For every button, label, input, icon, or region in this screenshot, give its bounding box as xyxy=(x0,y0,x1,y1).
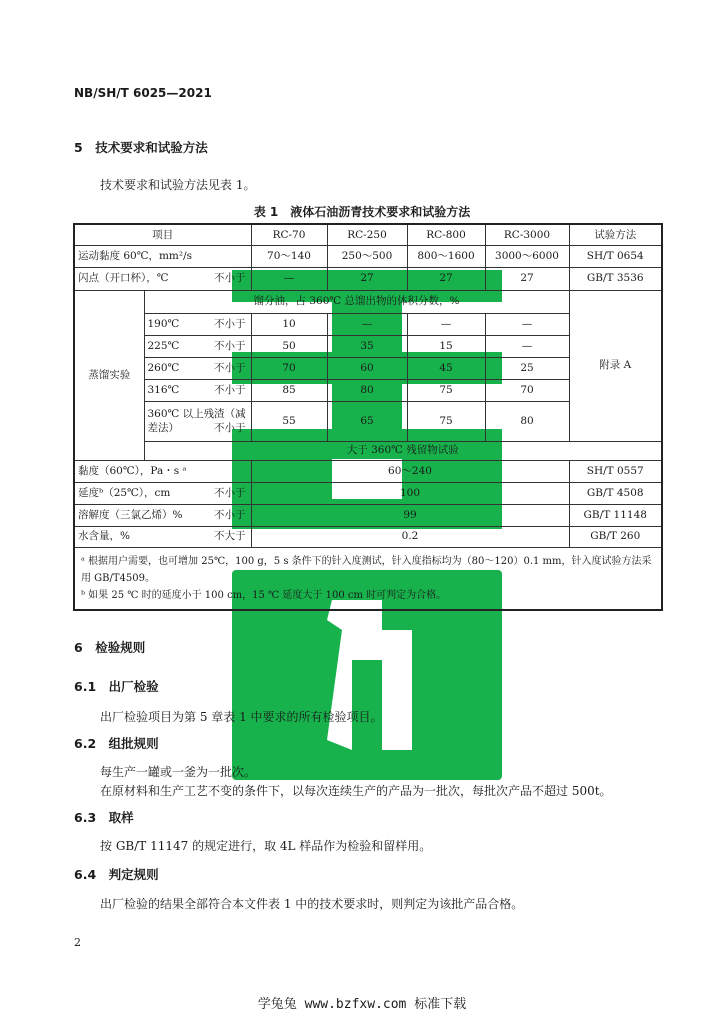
row-label xyxy=(144,313,251,335)
cell-method: SH/T 0654 xyxy=(569,245,662,267)
table-row xyxy=(74,290,662,313)
table-row xyxy=(74,460,662,482)
cell-method: GB/T 260 xyxy=(569,526,662,547)
cell-value: 99 xyxy=(251,504,569,526)
table-note-b: ᵇ 如果 25 ℃ 时的延度小于 100 cm，15 ℃ 延度大于 100 cm 时可判定为合格。 xyxy=(81,589,447,601)
col-header-method: 试验方法 xyxy=(569,224,662,245)
cell-value: 75 xyxy=(407,401,485,441)
section-6-heading: 6 检验规则 xyxy=(74,640,146,655)
col-header-item: 项目 xyxy=(74,224,251,245)
cell-value: 800～1600 xyxy=(407,245,485,267)
cell-value: 0.2 xyxy=(251,526,569,547)
section-6-4-text: 出厂检验的结果全部符合本文件表 1 中的技术要求时，则判定为该批产品合格。 xyxy=(100,897,524,911)
cell-value: 27 xyxy=(327,267,407,290)
table-title: 表 1 液体石油沥青技术要求和试验方法 xyxy=(253,205,471,219)
row-limit: 不小于 xyxy=(214,422,246,434)
cell-value: 45 xyxy=(407,357,485,379)
table-row xyxy=(74,482,662,504)
table-row xyxy=(74,267,662,290)
row-label-text: 190℃ xyxy=(147,317,180,330)
cell-value: 60～240 xyxy=(251,460,569,482)
distillation-method: 附录 A xyxy=(569,290,662,441)
row-label xyxy=(74,482,251,504)
row-limit: 不小于 xyxy=(214,383,246,396)
distillation-subheader: 馏分油，占 360℃ 总馏出物的体积分数，% xyxy=(144,290,569,313)
cell-value: 10 xyxy=(251,313,327,335)
cell-method: GB/T 4508 xyxy=(569,482,662,504)
table-note-a: ᵃ 根据用户需要，也可增加 25℃，100 g，5 s 条件下的针入度测试，针入度指标均为（80～120）0.1 mm，针入度试验方法采用 GB/T4509。 xyxy=(81,555,652,584)
distillation-group-label: 蒸馏实验 xyxy=(74,290,144,460)
cell-value: — xyxy=(251,267,327,290)
row-limit: 不小于 xyxy=(214,361,246,374)
cell-value: 250～500 xyxy=(327,245,407,267)
table-header-row xyxy=(74,224,662,245)
cell-value: 3000～6000 xyxy=(485,245,569,267)
col-header-rc800: RC-800 xyxy=(407,224,485,245)
section-5-text: 技术要求和试验方法见表 1。 xyxy=(100,178,256,192)
cell-value: — xyxy=(327,313,407,335)
col-header-rc70: RC-70 xyxy=(251,224,327,245)
row-label-text: 闪点（开口杯），℃ xyxy=(78,272,169,285)
row-label-text: 溶解度（三氯乙烯）% xyxy=(78,508,183,521)
row-limit: 不小于 xyxy=(214,486,246,499)
row-label xyxy=(74,526,251,547)
cell-value: — xyxy=(485,335,569,357)
cell-value: 85 xyxy=(251,379,327,401)
row-label xyxy=(144,357,251,379)
row-limit: 不大于 xyxy=(214,530,246,543)
cell-value: 25 xyxy=(485,357,569,379)
row-limit: 不小于 xyxy=(214,339,246,352)
cell-value: 27 xyxy=(485,267,569,290)
cell-value: — xyxy=(407,313,485,335)
cell-method: GB/T 3536 xyxy=(569,267,662,290)
table-row xyxy=(74,441,662,460)
cell-value: 100 xyxy=(251,482,569,504)
row-label: 运动黏度 60℃，mm²/s xyxy=(74,245,251,267)
table-row xyxy=(74,245,662,267)
cell-value: 55 xyxy=(251,401,327,441)
cell-value: 27 xyxy=(407,267,485,290)
page-number: 2 xyxy=(74,936,81,949)
section-6-2-text-2: 在原材料和生产工艺不变的条件下，以每次连续生产的产品为一批次，每批次产品不超过 500t。 xyxy=(100,784,612,798)
section-6-3-text: 按 GB/T 11147 的规定进行，取 4L 样品作为检验和留样用。 xyxy=(100,839,432,853)
row-label-text: 260℃ xyxy=(147,361,180,374)
standard-code: NB/SH/T 6025—2021 xyxy=(74,86,212,100)
cell-value: 70 xyxy=(251,357,327,379)
cell-value: 60 xyxy=(327,357,407,379)
table-notes-row xyxy=(74,547,662,610)
col-header-rc250: RC-250 xyxy=(327,224,407,245)
cell-value: 70～140 xyxy=(251,245,327,267)
section-6-1-heading: 6.1 出厂检验 xyxy=(74,679,159,694)
row-label-text: 延度ᵇ（25℃），cm xyxy=(78,486,171,499)
cell-value: 70 xyxy=(485,379,569,401)
spec-table xyxy=(73,223,663,611)
table-row xyxy=(74,526,662,547)
row-label-text: 316℃ xyxy=(147,383,180,396)
cell-value: 50 xyxy=(251,335,327,357)
row-label xyxy=(144,379,251,401)
row-label-text: 225℃ xyxy=(147,339,180,352)
row-label xyxy=(74,267,251,290)
row-label-text: 水含量，% xyxy=(78,530,130,543)
footer-link[interactable]: 学兔兔 www.bzfxw.com 标准下载 xyxy=(257,997,467,1012)
row-label xyxy=(144,335,251,357)
cell-value: 80 xyxy=(327,379,407,401)
table-notes xyxy=(74,547,662,610)
section-6-4-heading: 6.4 判定规则 xyxy=(74,867,159,882)
cell-value: 15 xyxy=(407,335,485,357)
cell-value: — xyxy=(485,313,569,335)
row-label-text: 360℃ 以上残渣（减差法） xyxy=(147,407,246,434)
row-label: 黏度（60℃），Pa・s ᵃ xyxy=(74,460,251,482)
row-label xyxy=(144,401,251,441)
row-label xyxy=(74,504,251,526)
row-limit: 不小于 xyxy=(214,508,246,521)
section-6-3-heading: 6.3 取样 xyxy=(74,810,134,825)
row-limit: 不小于 xyxy=(214,317,246,330)
table-row xyxy=(74,504,662,526)
section-6-1-text: 出厂检验项目为第 5 章表 1 中要求的所有检验项目。 xyxy=(100,710,383,724)
cell-method: GB/T 11148 xyxy=(569,504,662,526)
cell-method: SH/T 0557 xyxy=(569,460,662,482)
cell-value: 80 xyxy=(485,401,569,441)
section-6-2-text-1: 每生产一罐或一釜为一批次。 xyxy=(100,765,257,779)
section-5-heading: 5 技术要求和试验方法 xyxy=(74,140,208,155)
row-limit: 不小于 xyxy=(214,272,246,285)
cell-value: 35 xyxy=(327,335,407,357)
col-header-rc3000: RC-3000 xyxy=(485,224,569,245)
residue-subheader: 大于 360℃ 残留物试验 xyxy=(144,441,662,460)
section-6-2-heading: 6.2 组批规则 xyxy=(74,736,159,751)
cell-value: 65 xyxy=(327,401,407,441)
cell-value: 75 xyxy=(407,379,485,401)
